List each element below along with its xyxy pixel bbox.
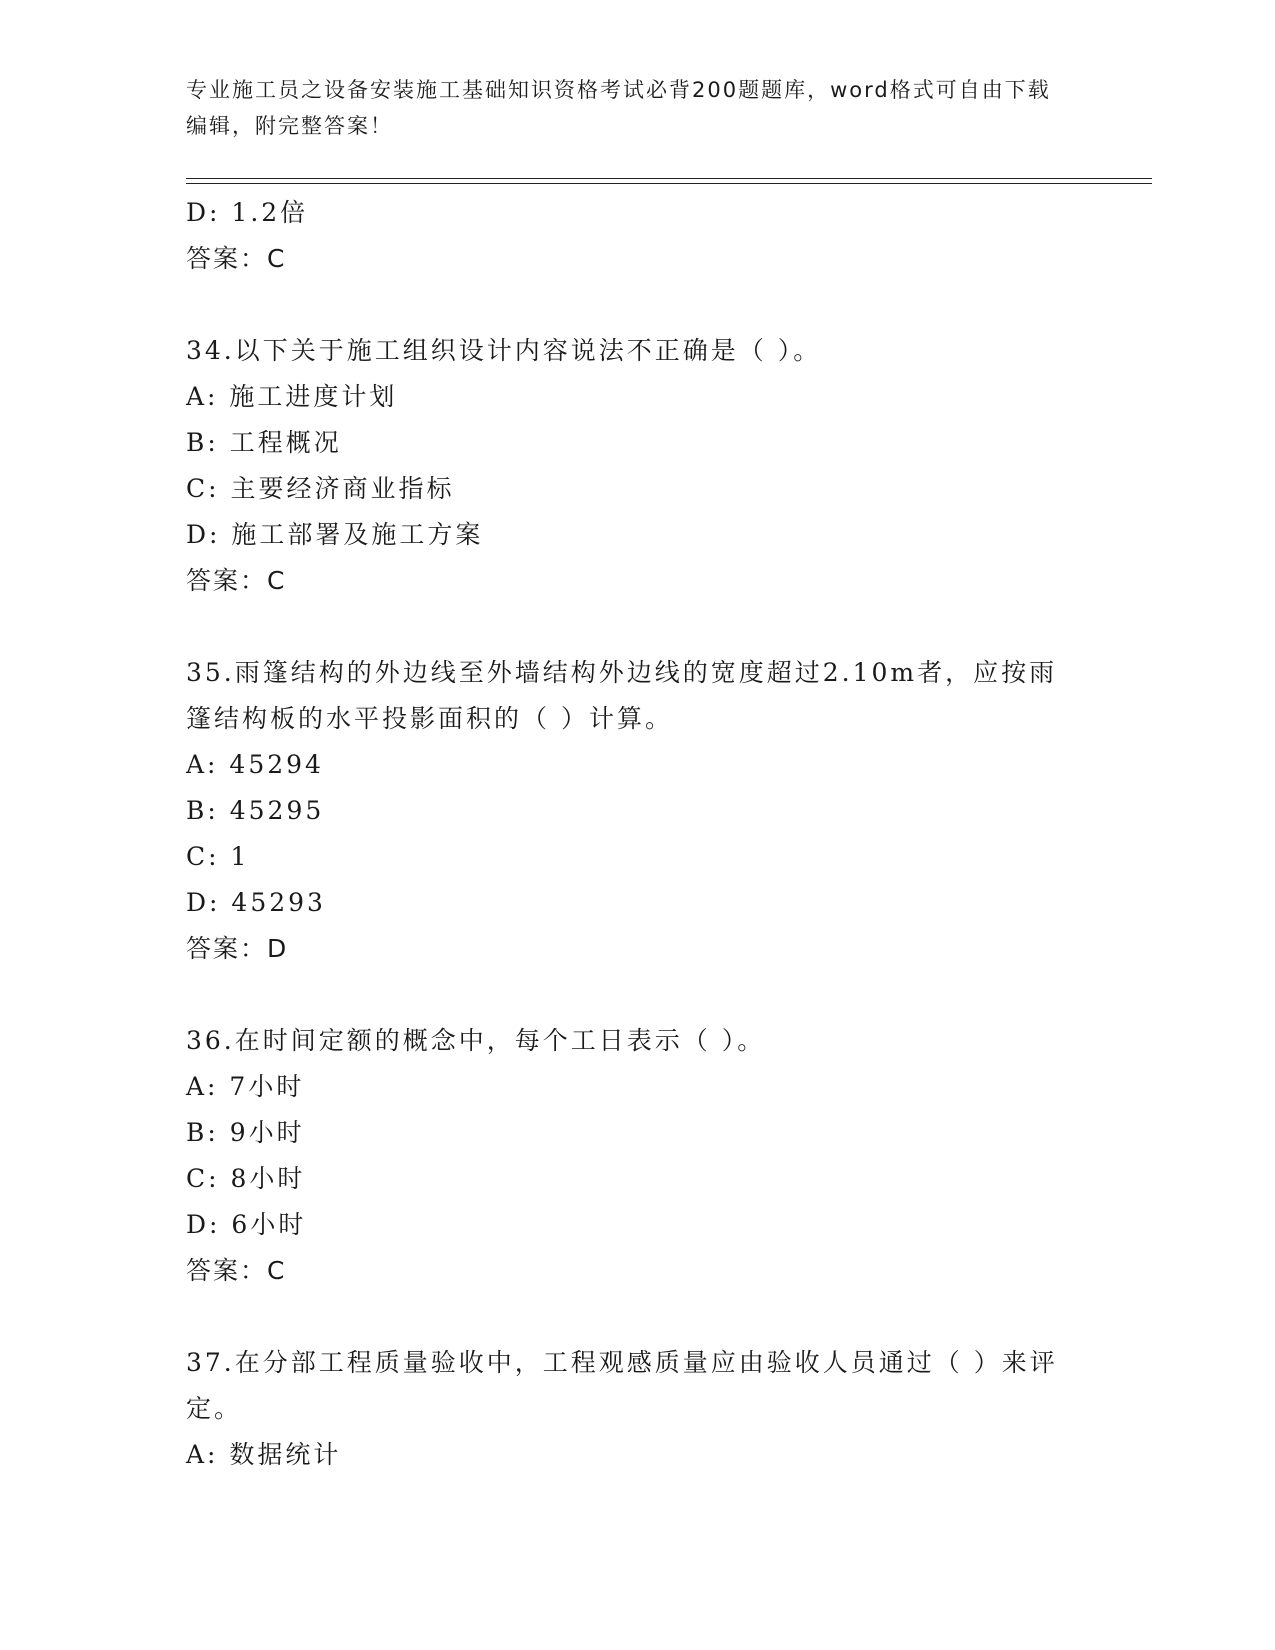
prev-answer: 答案：C bbox=[186, 244, 287, 273]
header-rule-top bbox=[186, 178, 1152, 179]
prev-option-d: D: 1.2倍 bbox=[186, 198, 309, 227]
spacer bbox=[186, 1294, 1086, 1340]
option-c: C: 主要经济商业指标 bbox=[186, 474, 455, 503]
option-b: B: 9小时 bbox=[186, 1118, 305, 1147]
document-header: 专业施工员之设备安装施工基础知识资格考试必背200题题库，word格式可自由下载编辑，附完整答案！ bbox=[186, 78, 1051, 138]
answer-line: 答案：D bbox=[186, 934, 289, 963]
option-c: C: 8小时 bbox=[186, 1164, 306, 1193]
question-item bbox=[186, 1340, 1086, 1478]
spacer bbox=[186, 972, 1086, 1018]
spacer bbox=[186, 604, 1086, 650]
question-item bbox=[186, 328, 1086, 604]
option-a: A: 数据统计 bbox=[186, 1440, 342, 1469]
answer-line: 答案：C bbox=[186, 1256, 287, 1285]
question-stem: 37.在分部工程质量验收中，工程观感质量应由验收人员通过（ ）来评定。 bbox=[186, 1348, 1058, 1423]
option-a: A: 施工进度计划 bbox=[186, 382, 398, 411]
option-d: D: 6小时 bbox=[186, 1210, 307, 1239]
option-d: D: 45293 bbox=[186, 888, 326, 917]
header-rule-bottom bbox=[186, 183, 1152, 184]
option-d: D: 施工部署及施工方案 bbox=[186, 520, 484, 549]
option-c: C: 1 bbox=[186, 842, 250, 871]
option-b: B: 45295 bbox=[186, 796, 325, 825]
answer-line: 答案：C bbox=[186, 566, 287, 595]
question-stem: 36.在时间定额的概念中，每个工日表示（ ）。 bbox=[186, 1026, 766, 1055]
option-a: A: 7小时 bbox=[186, 1072, 305, 1101]
question-stem: 35.雨篷结构的外边线至外墙结构外边线的宽度超过2.10m者，应按雨篷结构板的水平投影面积的（ ）计算。 bbox=[186, 658, 1058, 733]
question-item bbox=[186, 1018, 1086, 1294]
option-b: B: 工程概况 bbox=[186, 428, 342, 457]
question-stem: 34.以下关于施工组织设计内容说法不正确是（ ）。 bbox=[186, 336, 822, 365]
question-item bbox=[186, 650, 1086, 972]
question-list bbox=[186, 190, 1086, 1478]
option-a: A: 45294 bbox=[186, 750, 324, 779]
spacer bbox=[186, 282, 1086, 328]
